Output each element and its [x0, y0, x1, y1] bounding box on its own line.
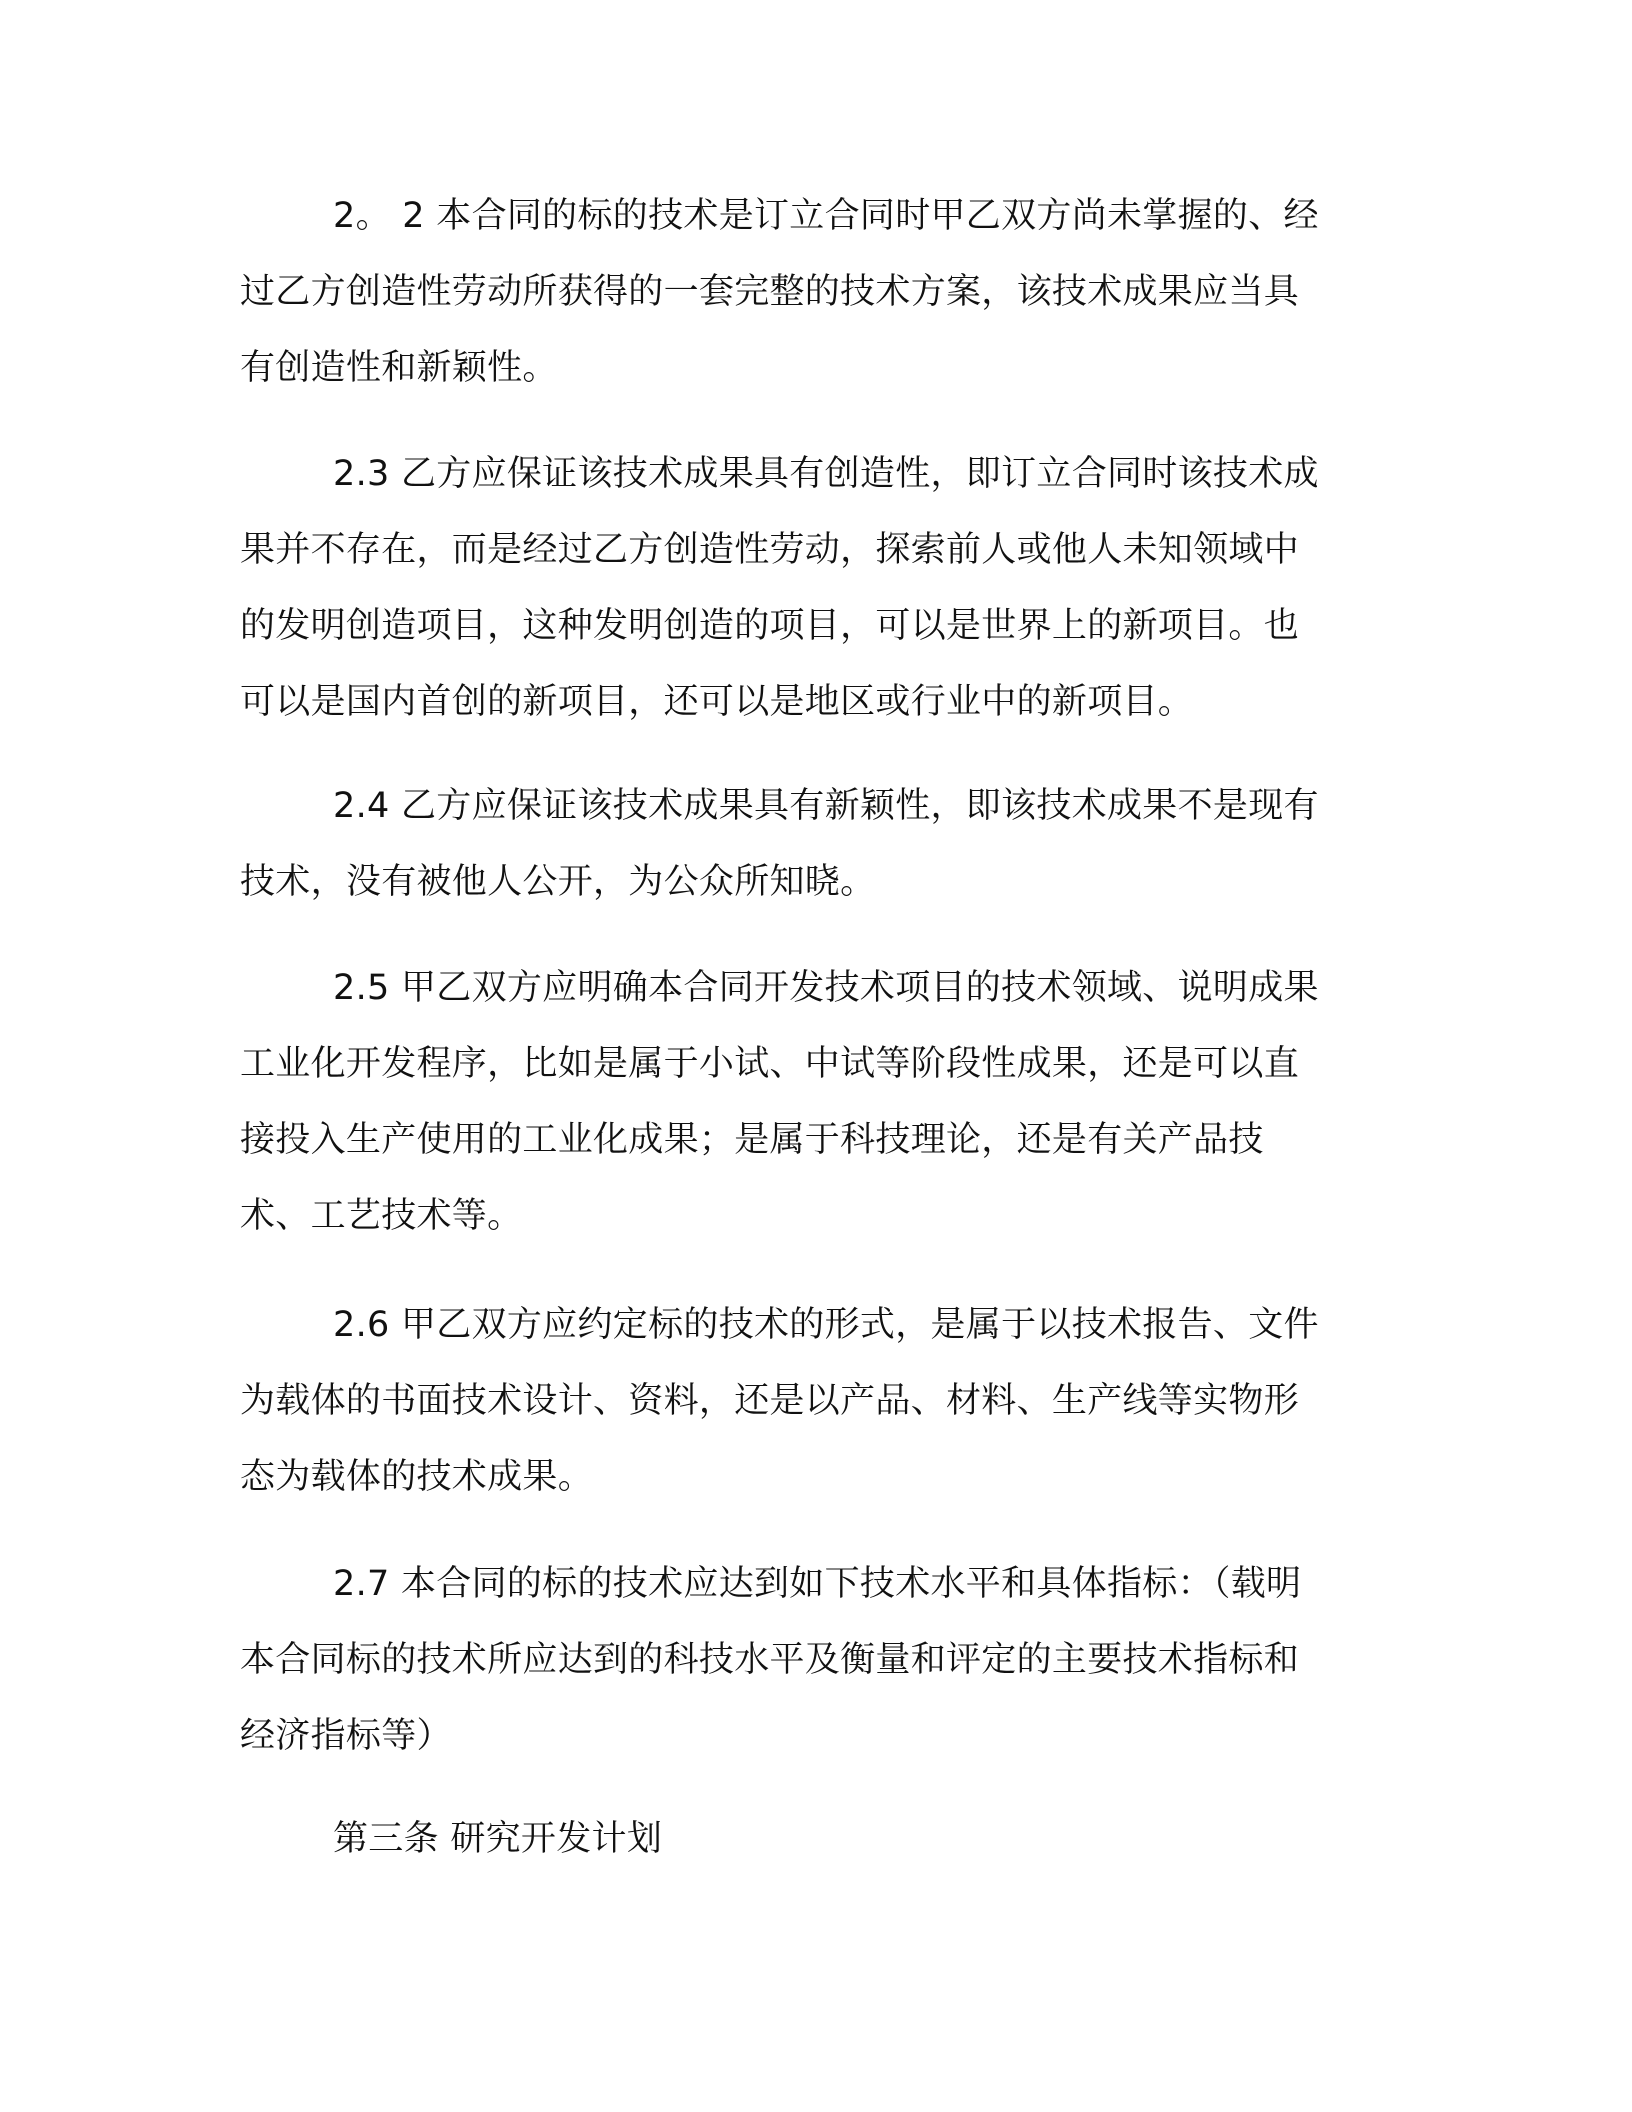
text-line: 本合同标的技术所应达到的科技水平及衡量和评定的主要技术指标和	[240, 1640, 1300, 1680]
text-line: 2.3 乙方应保证该技术成果具有创造性，即订立合同时该技术成	[333, 454, 1319, 494]
text-line: 接投入生产使用的工业化成果；是属于科技理论，还是有关产品技	[240, 1120, 1264, 1160]
paragraph-2-7	[240, 1546, 1370, 1774]
text-line: 工业化开发程序，比如是属于小试、中试等阶段性成果，还是可以直	[240, 1044, 1300, 1084]
paragraph-2-6	[240, 1287, 1370, 1515]
text-line: 2.7 本合同的标的技术应达到如下技术水平和具体指标：（载明	[333, 1564, 1302, 1604]
text-line: 2.6 甲乙双方应约定标的技术的形式，是属于以技术报告、文件	[333, 1305, 1319, 1345]
text-line: 经济指标等）	[240, 1716, 452, 1756]
text-line: 过乙方创造性劳动所获得的一套完整的技术方案，该技术成果应当具	[240, 272, 1300, 312]
section-heading-text: 第三条 研究开发计划	[333, 1819, 663, 1859]
text-line: 2。 2 本合同的标的技术是订立合同时甲乙双方尚未掌握的、经	[333, 196, 1319, 236]
text-line: 为载体的书面技术设计、资料，还是以产品、材料、生产线等实物形	[240, 1381, 1300, 1421]
paragraph-2-3	[240, 436, 1370, 740]
text-line: 可以是国内首创的新项目，还可以是地区或行业中的新项目。	[240, 682, 1194, 722]
text-line: 态为载体的技术成果。	[240, 1457, 594, 1497]
text-line: 2.4 乙方应保证该技术成果具有新颖性，即该技术成果不是现有	[333, 786, 1319, 826]
text-line: 有创造性和新颖性。	[240, 348, 558, 388]
paragraph-2-2	[240, 178, 1370, 406]
paragraph-2-5	[240, 950, 1370, 1254]
text-line: 的发明创造项目，这种发明创造的项目，可以是世界上的新项目。也	[240, 606, 1300, 646]
text-line: 术、工艺技术等。	[240, 1196, 523, 1236]
text-line: 技术，没有被他人公开，为公众所知晓。	[240, 862, 876, 902]
text-line: 2.5 甲乙双方应明确本合同开发技术项目的技术领域、说明成果	[333, 968, 1319, 1008]
paragraph-2-4	[240, 768, 1370, 920]
text-line: 果并不存在，而是经过乙方创造性劳动，探索前人或他人未知领域中	[240, 530, 1300, 570]
section-heading	[240, 1801, 1370, 1877]
